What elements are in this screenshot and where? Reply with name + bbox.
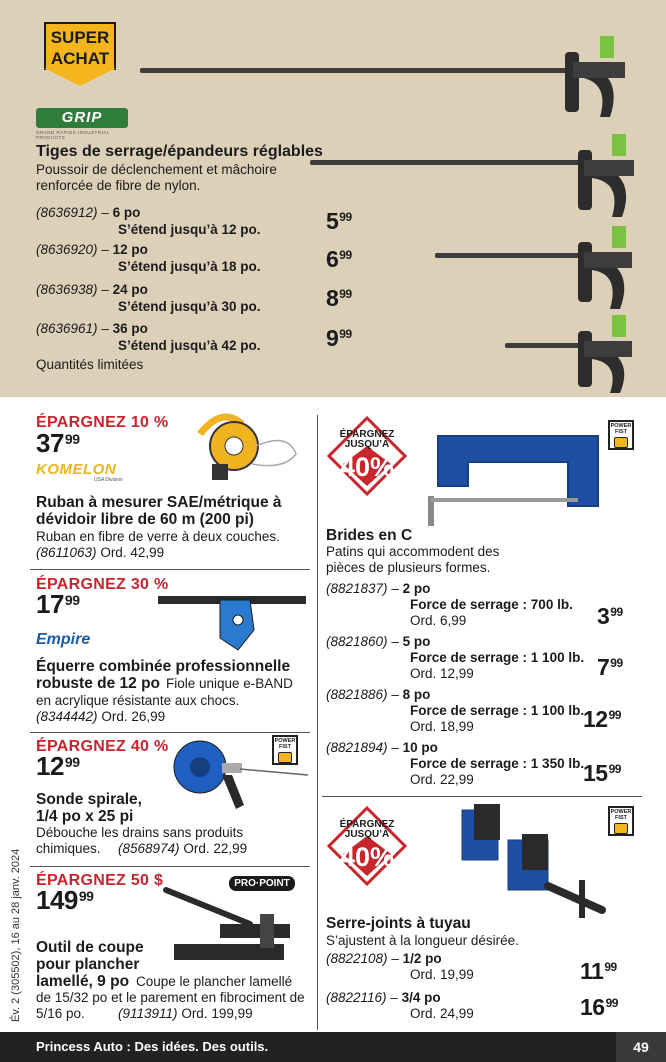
super-achat-tag xyxy=(44,22,116,86)
limited-quantities: Quantités limitées xyxy=(36,357,144,372)
cutter-sku: (9113911) xyxy=(118,1006,178,1021)
badge-percent: 40% xyxy=(339,452,395,482)
variant-extend: S’étend jusqu’à 18 po. xyxy=(118,259,261,274)
variant-sku: (8636961) xyxy=(36,321,98,336)
variant-extend: S’étend jusqu’à 30 po. xyxy=(118,299,261,314)
cutter-savings: ÉPARGNEZ 50 $ xyxy=(36,872,164,889)
pipe-clamp-icon xyxy=(452,800,612,920)
variant-force: Force de serrage : 1 100 lb. xyxy=(410,650,585,665)
tape-sku: (8611063) xyxy=(36,545,97,560)
auger-price xyxy=(36,751,80,782)
price-cents: 99 xyxy=(64,754,80,770)
badge-mid: JUSQU’À xyxy=(344,439,390,450)
tape-measure-icon xyxy=(192,404,304,484)
power-fist-text: FIST xyxy=(615,815,627,821)
bar-clamp-24-icon xyxy=(570,132,645,222)
floor-cutter-icon xyxy=(160,884,300,966)
price-dollars: 5 xyxy=(326,208,339,234)
price-cents: 99 xyxy=(608,708,621,722)
variant-price xyxy=(580,958,617,985)
square-description-inline: Fiole unique e-BAND xyxy=(166,676,293,691)
price-dollars: 12 xyxy=(583,706,608,732)
variant-extend: S’étend jusqu’à 42 po. xyxy=(118,338,261,353)
variant-size: 2 po xyxy=(402,581,431,596)
tape-ord: Ord. 42,99 xyxy=(100,545,165,560)
pipe-title: Serre-joints à tuyau xyxy=(326,915,471,932)
variant-extend: S’étend jusqu’à 12 po. xyxy=(118,222,261,237)
variant-row: (8636938) – 24 po S’étend jusqu’à 30 po. xyxy=(36,281,276,315)
footer-tagline: Princess Auto : Des idées. Des outils. xyxy=(36,1039,269,1054)
komelon-brand: KOMELON xyxy=(36,461,117,478)
square-ord: Ord. 26,99 xyxy=(101,709,166,724)
power-fist-text: POWER xyxy=(610,809,632,815)
power-fist-logo xyxy=(608,420,634,450)
cutter-title-2: pour plancher xyxy=(36,956,140,973)
variant-ord: Ord. 22,99 xyxy=(410,772,474,787)
square-title: Équerre combinée professionnelle robuste de 12 po xyxy=(36,658,291,692)
cclamp-variant-row: (8821894) – 10 po Force de serrage : 1 350 lb. Ord. 22,99 xyxy=(326,740,585,787)
fist-icon xyxy=(614,823,628,834)
variant-force: Force de serrage : 700 lb. xyxy=(410,597,573,612)
flyer-edition-text: Év. 2 (305502), 16 au 28 janv. 2024 xyxy=(10,848,22,1022)
variant-size: 5 po xyxy=(402,634,431,649)
price-cents: 99 xyxy=(78,888,94,904)
combination-square-icon xyxy=(158,590,306,652)
variant-sku: (8822116) xyxy=(326,990,387,1005)
price-dollars: 7 xyxy=(597,654,610,680)
variant-sku: (8821860) xyxy=(326,634,388,649)
fist-icon xyxy=(278,752,292,763)
variant-ord: Ord. 6,99 xyxy=(410,613,467,628)
variant-size: 6 po xyxy=(112,205,141,220)
variant-sku: (8821886) xyxy=(326,687,388,702)
price-cents: 99 xyxy=(610,656,623,670)
variant-sku: (8822108) xyxy=(326,951,388,966)
page-footer xyxy=(0,1032,666,1062)
variant-size: 10 po xyxy=(402,740,438,755)
price-dollars: 9 xyxy=(326,325,339,351)
bar-clamp-6-icon xyxy=(572,313,642,397)
power-fist-text: FIST xyxy=(279,744,291,750)
super-line-2: ACHAT xyxy=(50,49,110,68)
auger-title-2: 1/4 po x 25 pi xyxy=(36,808,134,825)
variant-size: 8 po xyxy=(402,687,431,702)
variant-price xyxy=(326,208,352,235)
grip-logo xyxy=(36,108,128,138)
auger-sku: (8568974) xyxy=(118,841,180,856)
pro-point-logo: PRO·POINT xyxy=(229,876,295,891)
komelon-logo xyxy=(36,461,128,481)
section-divider xyxy=(30,569,310,570)
super-deal-banner xyxy=(0,0,666,397)
bar-clamp-36-icon xyxy=(555,32,635,122)
price-dollars: 149 xyxy=(36,885,78,915)
variant-price xyxy=(580,994,618,1021)
cutter-title-1: Outil de coupe xyxy=(36,939,144,956)
price-cents: 99 xyxy=(605,996,618,1010)
pipe-variant-row: (8822108) – 1/2 po Ord. 19,99 xyxy=(326,951,586,983)
square-price xyxy=(36,589,80,620)
tape-price xyxy=(36,428,80,459)
cutter-price xyxy=(36,885,93,916)
variant-price xyxy=(326,285,352,312)
variant-row: (8636961) – 36 po S’étend jusqu’à 42 po. xyxy=(36,320,276,354)
badge-label xyxy=(327,820,407,840)
bar-clamp-24-bar xyxy=(310,160,600,165)
badge-top: ÉPARGNEZ xyxy=(339,819,395,830)
bar-clamp-36-bar xyxy=(140,68,580,73)
super-achat-arrow xyxy=(44,68,116,86)
cclamp-description: Patins qui accommodent des pièces de plusieurs formes. xyxy=(326,544,500,575)
section-divider xyxy=(30,866,310,867)
square-sku-line xyxy=(36,709,165,725)
badge-top: ÉPARGNEZ xyxy=(339,429,395,440)
cclamp-variant-row: (8821886) – 8 po Force de serrage : 1 100 lb. Ord. 18,99 xyxy=(326,687,585,734)
variant-ord: Ord. 18,99 xyxy=(410,719,474,734)
variant-sku: (8636912) xyxy=(36,205,98,220)
tape-savings: ÉPARGNEZ 10 % xyxy=(36,414,169,431)
cclamp-variant-row: (8821860) – 5 po Force de serrage : 1 100 lb. Ord. 12,99 xyxy=(326,634,585,681)
column-divider xyxy=(317,415,318,1030)
pipe-badge-text xyxy=(327,806,407,886)
variant-size: 3/4 po xyxy=(401,990,441,1005)
product-description: Poussoir de déclenchement et mâchoire renforcée de fibre de nylon. xyxy=(36,162,277,193)
variant-price xyxy=(326,325,352,352)
pipe-variant-row: (8822116) – 3/4 po Ord. 24,99 xyxy=(326,990,586,1022)
power-fist-text: POWER xyxy=(610,423,632,429)
badge-mid: JUSQU’À xyxy=(344,829,390,840)
cclamp-badge-text xyxy=(327,416,407,496)
cutter-ord: Ord. 199,99 xyxy=(181,1006,253,1021)
page-number: 49 xyxy=(616,1032,666,1062)
variant-price xyxy=(597,654,623,681)
variant-price xyxy=(583,706,621,733)
price-cents: 99 xyxy=(608,762,621,776)
cutter-description: de 15/32 po et le parement en fibrociment de 5/16 po. xyxy=(36,990,305,1021)
variant-size: 36 po xyxy=(112,321,148,336)
tape-description: Ruban en fibre de verre à deux couches. xyxy=(36,529,280,544)
price-dollars: 15 xyxy=(583,760,608,786)
variant-price xyxy=(326,246,352,273)
pipe-description: S’ajustent à la longueur désirée. xyxy=(326,933,519,948)
price-dollars: 12 xyxy=(36,751,64,781)
variant-row: (8636912) – 6 po S’étend jusqu’à 12 po. xyxy=(36,204,276,238)
badge-percent: 40% xyxy=(339,842,395,872)
square-description: en acrylique résistante aux chocs. xyxy=(36,693,240,708)
cutter-title-3: lamellé, 9 po xyxy=(36,973,130,990)
price-cents: 99 xyxy=(339,248,352,262)
price-cents: 99 xyxy=(64,431,80,447)
cclamp-variant-row: (8821837) – 2 po Force de serrage : 700 lb. Ord. 6,99 xyxy=(326,581,586,629)
variant-price xyxy=(597,603,623,630)
empire-logo: Empire xyxy=(36,631,91,648)
cclamp-title: Brides en C xyxy=(326,527,413,544)
price-dollars: 37 xyxy=(36,428,64,458)
power-fist-text: POWER xyxy=(274,738,296,744)
variant-sku: (8821894) xyxy=(326,740,388,755)
price-dollars: 17 xyxy=(36,589,64,619)
super-achat-label xyxy=(44,22,116,70)
grip-brand-sub: GRAND RAPIDS INDUSTRIAL PRODUCTS xyxy=(36,130,110,140)
price-cents: 99 xyxy=(610,605,623,619)
auger-sku-line xyxy=(118,841,247,857)
variant-force: Force de serrage : 1 350 lb. xyxy=(410,756,585,771)
auger-savings: ÉPARGNEZ 40 % xyxy=(36,738,169,755)
bar-clamp-12-icon xyxy=(572,224,642,314)
price-dollars: 16 xyxy=(580,994,605,1020)
price-cents: 99 xyxy=(64,592,80,608)
price-cents: 99 xyxy=(339,327,352,341)
badge-label xyxy=(327,430,407,450)
c-clamp-icon xyxy=(418,426,610,530)
variant-row: (8636920) – 12 po S’étend jusqu’à 18 po. xyxy=(36,241,276,275)
product-title: Tiges de serrage/épandeurs réglables xyxy=(36,143,323,160)
variant-ord: Ord. 24,99 xyxy=(410,1006,474,1021)
komelon-brand-sub: USA Division xyxy=(94,477,123,483)
power-fist-text: FIST xyxy=(615,429,627,435)
auger-title-1: Sonde spirale, xyxy=(36,791,142,808)
variant-size: 12 po xyxy=(112,242,148,257)
grip-brand: GRIP xyxy=(36,108,128,128)
tape-title: Ruban à mesurer SAE/métrique à dévidoir libre de 60 m (200 pi) xyxy=(36,494,282,528)
cutter-sku-line xyxy=(118,1006,253,1022)
variant-size: 24 po xyxy=(112,282,148,297)
variant-sku: (8821837) xyxy=(326,581,388,596)
auger-description: Débouche les drains sans produits chimiques. xyxy=(36,825,244,856)
section-divider xyxy=(322,796,642,797)
variant-sku: (8636920) xyxy=(36,242,98,257)
power-fist-logo xyxy=(272,735,298,765)
square-sku: (8344442) xyxy=(36,709,98,724)
variant-ord: Ord. 19,99 xyxy=(410,967,474,982)
section-divider xyxy=(30,732,310,733)
tape-sku-line xyxy=(36,545,164,561)
price-cents: 99 xyxy=(339,210,352,224)
variant-price xyxy=(583,760,621,787)
super-line-1: SUPER xyxy=(50,28,110,47)
price-dollars: 6 xyxy=(326,246,339,272)
variant-size: 1/2 po xyxy=(402,951,442,966)
fist-icon xyxy=(614,437,628,448)
price-dollars: 3 xyxy=(597,603,610,629)
variant-sku: (8636938) xyxy=(36,282,98,297)
square-savings: ÉPARGNEZ 30 % xyxy=(36,576,169,593)
price-cents: 99 xyxy=(339,287,352,301)
price-dollars: 11 xyxy=(580,958,604,984)
auger-ord: Ord. 22,99 xyxy=(183,841,248,856)
cutter-description-inline: Coupe le plancher lamellé xyxy=(136,974,293,989)
price-cents: 99 xyxy=(604,960,617,974)
price-dollars: 8 xyxy=(326,285,339,311)
variant-force: Force de serrage : 1 100 lb. xyxy=(410,703,585,718)
variant-ord: Ord. 12,99 xyxy=(410,666,474,681)
